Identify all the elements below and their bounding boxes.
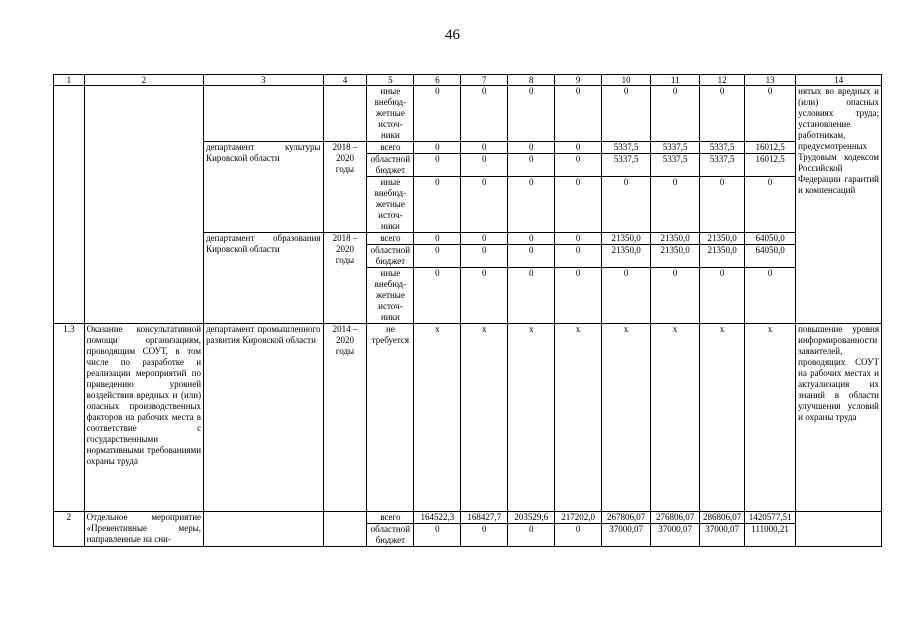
cell-value: 0 [508, 177, 555, 233]
cell-value: 1420577,51 [745, 512, 796, 524]
cell-source: всего [367, 512, 414, 524]
cell-value: 0 [414, 524, 461, 547]
cell-value: 217202,0 [555, 512, 602, 524]
cell-value: 0 [555, 245, 602, 268]
cell-value: 0 [508, 233, 555, 245]
cell-source: иные внебюд- жетные источ- ники [367, 268, 414, 324]
col-header: 8 [508, 75, 555, 86]
cell-result [796, 512, 882, 547]
cell-result: повышение уровня информированности заявителей, проводящих СОУТ на рабочих местах и актуализация их знаний в области улучшения условий и охраны труда [796, 324, 882, 512]
cell-source: иные внебюд- жетные источ- ники [367, 86, 414, 142]
col-header: 4 [323, 75, 367, 86]
cell-value: 267806,07 [602, 512, 651, 524]
cell-no [54, 86, 85, 324]
cell-value: 21350,0 [700, 233, 745, 245]
cell-value: 0 [508, 524, 555, 547]
cell-value: x [745, 324, 796, 512]
col-header: 9 [555, 75, 602, 86]
cell-value: 21350,0 [602, 233, 651, 245]
cell-value: 0 [508, 245, 555, 268]
cell-value: 168427,7 [461, 512, 508, 524]
cell-executor: департамент образования Кировской области [204, 233, 323, 324]
cell-value: 21350,0 [700, 245, 745, 268]
cell-value: 0 [508, 268, 555, 324]
cell-value: 0 [414, 86, 461, 142]
cell-value: 0 [461, 245, 508, 268]
cell-source: областной бюджет [367, 245, 414, 268]
cell-source: областной бюджет [367, 154, 414, 177]
cell-period [323, 86, 367, 142]
cell-no: 2 [54, 512, 85, 547]
table-row [54, 512, 882, 524]
cell-source: не требуется [367, 324, 414, 512]
col-header: 5 [367, 75, 414, 86]
cell-value: 0 [745, 268, 796, 324]
program-table [53, 74, 882, 547]
cell-value: 203529,6 [508, 512, 555, 524]
cell-value: 0 [745, 86, 796, 142]
cell-period [323, 512, 367, 547]
cell-executor [204, 512, 323, 547]
cell-value: 0 [461, 86, 508, 142]
cell-value: 64050,0 [745, 233, 796, 245]
cell-value: x [700, 324, 745, 512]
column-number-row [54, 75, 882, 86]
cell-executor: департамент промышленного развития Кировской области [204, 324, 323, 512]
col-header: 12 [700, 75, 745, 86]
cell-value: 0 [461, 524, 508, 547]
cell-value: 0 [461, 154, 508, 177]
cell-value: 0 [508, 142, 555, 154]
cell-value: x [508, 324, 555, 512]
cell-value: 0 [461, 142, 508, 154]
col-header: 13 [745, 75, 796, 86]
cell-value: 0 [555, 154, 602, 177]
cell-value: 0 [414, 177, 461, 233]
cell-source: всего [367, 142, 414, 154]
cell-period: 2014 – 2020 годы [323, 324, 367, 512]
cell-value: 0 [745, 177, 796, 233]
table-row [54, 86, 882, 142]
cell-value: 64050,0 [745, 245, 796, 268]
cell-value: 0 [555, 233, 602, 245]
cell-value: 0 [555, 524, 602, 547]
cell-result: нятых во вредных и (или) опасных условиях труда; установление работникам, предусмотренных Трудовым кодексом Российской Федерации гарантий и компенсаций [796, 86, 882, 324]
cell-value: 21350,0 [651, 233, 700, 245]
cell-value: x [414, 324, 461, 512]
cell-value: 37000,07 [602, 524, 651, 547]
item2-name-text: Отдельное мероприятие «Превентивные меры, направленные на сни- [86, 512, 202, 544]
cell-value: 21350,0 [651, 245, 700, 268]
cell-name [84, 512, 203, 547]
cell-value: 0 [555, 142, 602, 154]
cell-period: 2018 – 2020 годы [323, 142, 367, 233]
cell-value: 21350,0 [602, 245, 651, 268]
cell-value: 0 [414, 268, 461, 324]
cell-value: 5337,5 [602, 142, 651, 154]
cell-value: 0 [700, 177, 745, 233]
cell-value: 0 [414, 154, 461, 177]
cell-value: 5337,5 [651, 154, 700, 177]
cell-value: x [602, 324, 651, 512]
table-row [54, 324, 882, 512]
cell-executor [204, 86, 323, 142]
cell-name [84, 86, 203, 324]
cell-value: 0 [602, 86, 651, 142]
cell-value: x [651, 324, 700, 512]
cell-value: 286806,07 [700, 512, 745, 524]
cell-source: областной бюджет [367, 524, 414, 547]
page-number: 46 [445, 27, 460, 43]
cell-no: 1.3 [54, 324, 85, 512]
cell-value: 0 [508, 86, 555, 142]
cell-value: 0 [602, 177, 651, 233]
col-header: 10 [602, 75, 651, 86]
cell-value: 5337,5 [700, 142, 745, 154]
cell-value: 0 [651, 86, 700, 142]
cell-value: 5337,5 [602, 154, 651, 177]
col-header: 7 [461, 75, 508, 86]
cell-value: x [555, 324, 602, 512]
cell-value: 5337,5 [700, 154, 745, 177]
cell-executor: департамент культуры Кировской области [204, 142, 323, 233]
cell-name: Оказание консультативной помощи организациям, проводящим СОУТ, в том числе по разработке и реализации мероприятий по приведению уровней воздействия вредных и (или) опасных производственных факторов на рабочих места в соответствие с государственными нормативными требованиями охраны труда [84, 324, 203, 512]
cell-value: 0 [555, 177, 602, 233]
cell-value: 164522,3 [414, 512, 461, 524]
cell-value: x [461, 324, 508, 512]
cell-value: 0 [555, 86, 602, 142]
cell-value: 276806,07 [651, 512, 700, 524]
cell-value: 0 [414, 245, 461, 268]
col-header: 14 [796, 75, 882, 86]
cell-value: 0 [700, 86, 745, 142]
cell-value: 0 [414, 233, 461, 245]
cell-value: 37000,07 [700, 524, 745, 547]
cell-value: 0 [461, 268, 508, 324]
cell-value: 0 [651, 268, 700, 324]
cell-value: 16012,5 [745, 142, 796, 154]
col-header: 1 [54, 75, 85, 86]
cell-source: всего [367, 233, 414, 245]
col-header: 3 [204, 75, 323, 86]
cell-source: иные внебюд- жетные источ- ники [367, 177, 414, 233]
cell-value: 0 [461, 233, 508, 245]
cell-period: 2018 – 2020 годы [323, 233, 367, 324]
cell-value: 16012,5 [745, 154, 796, 177]
col-header: 6 [414, 75, 461, 86]
cell-value: 0 [508, 154, 555, 177]
cell-value: 111000,21 [745, 524, 796, 547]
cell-value: 37000,07 [651, 524, 700, 547]
cell-value: 0 [700, 268, 745, 324]
cell-value: 0 [461, 177, 508, 233]
col-header: 11 [651, 75, 700, 86]
cell-value: 5337,5 [651, 142, 700, 154]
cell-value: 0 [414, 142, 461, 154]
cell-value: 0 [602, 268, 651, 324]
col-header: 2 [84, 75, 203, 86]
cell-value: 0 [651, 177, 700, 233]
cell-value: 0 [555, 268, 602, 324]
